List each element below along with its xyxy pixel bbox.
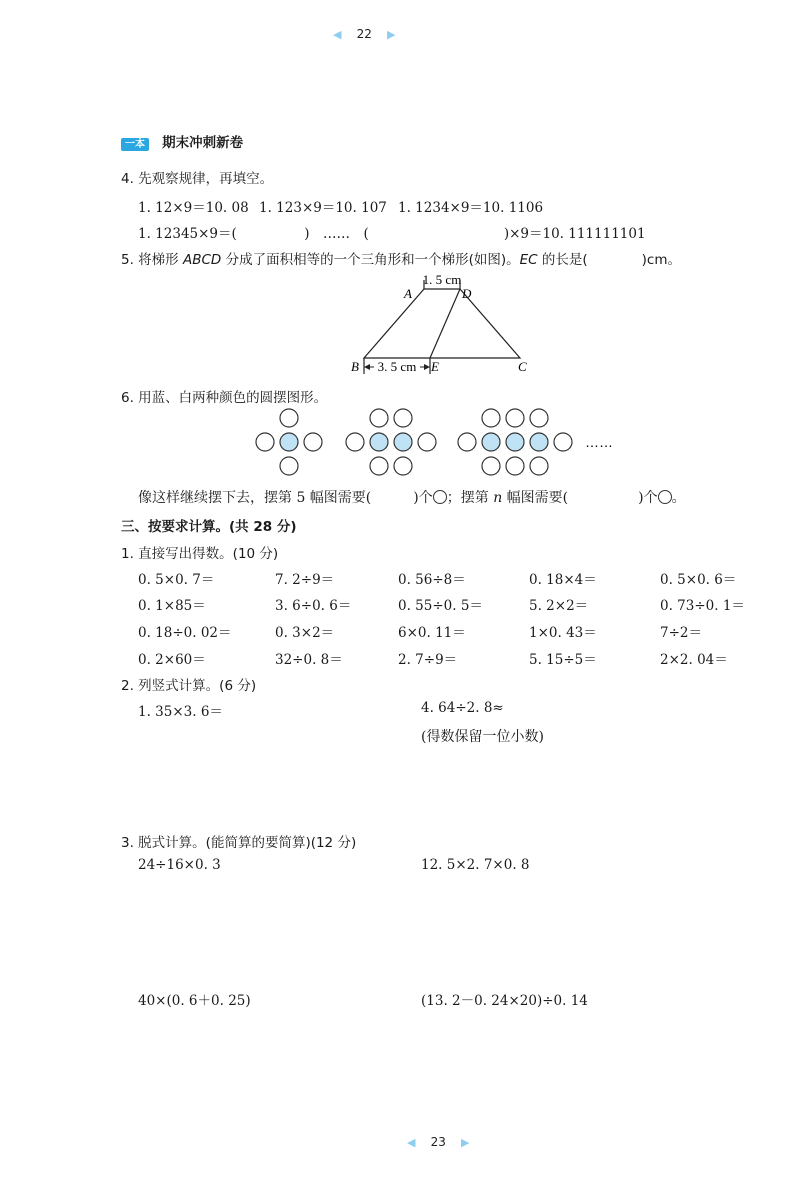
circle-pattern-figure xyxy=(255,402,635,482)
pattern-ellipsis: …… xyxy=(585,434,613,450)
oral-calc-item: 32÷0. 8＝ xyxy=(275,652,343,668)
trapezoid-outline xyxy=(364,289,520,358)
white-circle xyxy=(370,457,388,475)
c3-problem-4: (13. 2－0. 24×20)÷0. 14 xyxy=(421,993,588,1009)
right-arrow-icon: ▶ xyxy=(460,1136,470,1149)
oral-calc-item: 0. 55÷0. 5＝ xyxy=(398,598,483,614)
c2-left-problem: 1. 35×3. 6＝ xyxy=(138,704,223,720)
circle-icon xyxy=(433,490,447,504)
trapezoid-figure xyxy=(340,270,540,380)
oral-calc-item: 0. 1×85＝ xyxy=(138,598,206,614)
white-circle xyxy=(506,457,524,475)
point-b: B xyxy=(351,359,359,374)
q5-var-ec: EC xyxy=(519,252,538,268)
point-a: A xyxy=(404,286,412,301)
q6-question-line xyxy=(138,487,686,507)
c2-right-note: (得数保留一位小数) xyxy=(421,729,544,745)
right-arrow-icon: ▶ xyxy=(386,28,396,41)
oral-calc-item: 5. 15÷5＝ xyxy=(529,652,597,668)
c3-title: 3. 脱式计算。(能简算的要简算)(12 分) xyxy=(121,835,357,851)
oral-calc-item: 0. 18×4＝ xyxy=(529,572,597,588)
c2-title: 2. 列竖式计算。(6 分) xyxy=(121,678,257,694)
white-circle xyxy=(280,409,298,427)
top-length-label: 1. 5 cm xyxy=(422,272,462,287)
blue-circle xyxy=(370,433,388,451)
q6-text-a: 像这样继续摆下去，摆第 5 幅图需要( )个 xyxy=(138,490,433,506)
section-header xyxy=(121,131,243,151)
white-circle xyxy=(418,433,436,451)
white-circle xyxy=(554,433,572,451)
blue-circle xyxy=(482,433,500,451)
q6-text-b: ；摆第 xyxy=(446,490,494,506)
left-arrow-icon: ◀ xyxy=(333,28,342,41)
white-circle xyxy=(394,457,412,475)
c1-title: 1. 直接写出得数。(10 分) xyxy=(121,546,279,562)
oral-calc-item: 0. 3×2＝ xyxy=(275,625,335,641)
c3-problem-3: 40×(0. 6＋0. 25) xyxy=(138,993,251,1009)
q4-eq-3: 1. 1234×9＝10. 1106 xyxy=(398,200,544,216)
oral-calc-item: 6×0. 11＝ xyxy=(398,625,466,641)
blue-circle xyxy=(530,433,548,451)
oral-calc-item: 0. 5×0. 7＝ xyxy=(138,572,215,588)
white-circle xyxy=(530,409,548,427)
segment-de xyxy=(430,289,460,358)
white-circle xyxy=(458,433,476,451)
q4-eq-1: 1. 12×9＝10. 08 xyxy=(138,200,249,216)
blue-circle xyxy=(394,433,412,451)
q6-var-n: n xyxy=(493,490,503,506)
c3-problem-1: 24÷16×0. 3 xyxy=(138,857,221,873)
header-title: 期末冲刺新卷 xyxy=(162,135,244,151)
oral-calc-item: 2×2. 04＝ xyxy=(660,652,728,668)
blue-circle xyxy=(506,433,524,451)
circle-icon xyxy=(658,490,672,504)
oral-calc-item: 1×0. 43＝ xyxy=(529,625,597,641)
oral-calc-item: 0. 5×0. 6＝ xyxy=(660,572,737,588)
arrow-left-head xyxy=(364,364,370,370)
white-circle xyxy=(394,409,412,427)
c2-right-problem: 4. 64÷2. 8≈ xyxy=(421,700,504,716)
oral-calc-item: 5. 2×2＝ xyxy=(529,598,589,614)
white-circle xyxy=(346,433,364,451)
page-number-bottom xyxy=(407,1131,469,1150)
q4-eq-2: 1. 123×9＝10. 107 xyxy=(259,200,387,216)
white-circle xyxy=(506,409,524,427)
white-circle xyxy=(304,433,322,451)
q5-title xyxy=(121,248,681,268)
oral-calc-item: 3. 6÷0. 6＝ xyxy=(275,598,352,614)
left-arrow-icon: ◀ xyxy=(407,1136,416,1149)
oral-calc-item: 2. 7÷9＝ xyxy=(398,652,458,668)
oral-calc-item: 0. 56÷8＝ xyxy=(398,572,466,588)
bottom-length-label: 3. 5 cm xyxy=(377,359,417,374)
white-circle xyxy=(482,457,500,475)
page-number-top xyxy=(333,23,395,42)
blue-circle xyxy=(280,433,298,451)
page-number-bottom-text: 23 xyxy=(430,1135,446,1149)
q5-title-a: 5. 将梯形 xyxy=(121,252,183,268)
white-circle xyxy=(256,433,274,451)
q5-title-c: 的长是( )cm。 xyxy=(537,252,681,268)
point-e: E xyxy=(431,359,439,374)
q5-var-abcd: ABCD xyxy=(182,252,222,268)
white-circle xyxy=(280,457,298,475)
white-circle xyxy=(482,409,500,427)
q6-text-d: 。 xyxy=(671,490,686,506)
page-number-top-text: 22 xyxy=(356,27,372,41)
oral-calc-item: 7. 2÷9＝ xyxy=(275,572,335,588)
point-c: C xyxy=(518,359,527,374)
point-d: D xyxy=(462,286,472,301)
oral-calc-item: 7÷2＝ xyxy=(660,625,702,641)
oral-calc-item: 0. 2×60＝ xyxy=(138,652,206,668)
oral-calc-item: 0. 73÷0. 1＝ xyxy=(660,598,745,614)
arrow-right-head xyxy=(424,364,430,370)
q6-title: 6. 用蓝、白两种颜色的圆摆图形。 xyxy=(121,390,328,406)
c3-problem-2: 12. 5×2. 7×0. 8 xyxy=(421,857,530,873)
q4-line-2: 1. 12345×9＝( ) …… ( )×9＝10. 111111101 xyxy=(138,226,646,242)
section-3-title: 三、按要求计算。(共 28 分) xyxy=(121,519,297,535)
q6-text-c: 幅图需要( )个 xyxy=(502,490,658,506)
header-badge: 一本 xyxy=(121,138,149,151)
white-circle xyxy=(370,409,388,427)
white-circle xyxy=(530,457,548,475)
q4-title: 4. 先观察规律，再填空。 xyxy=(121,171,274,187)
q5-title-b: 分成了面积相等的一个三角形和一个梯形(如图)。 xyxy=(221,252,520,268)
oral-calc-item: 0. 18÷0. 02＝ xyxy=(138,625,232,641)
